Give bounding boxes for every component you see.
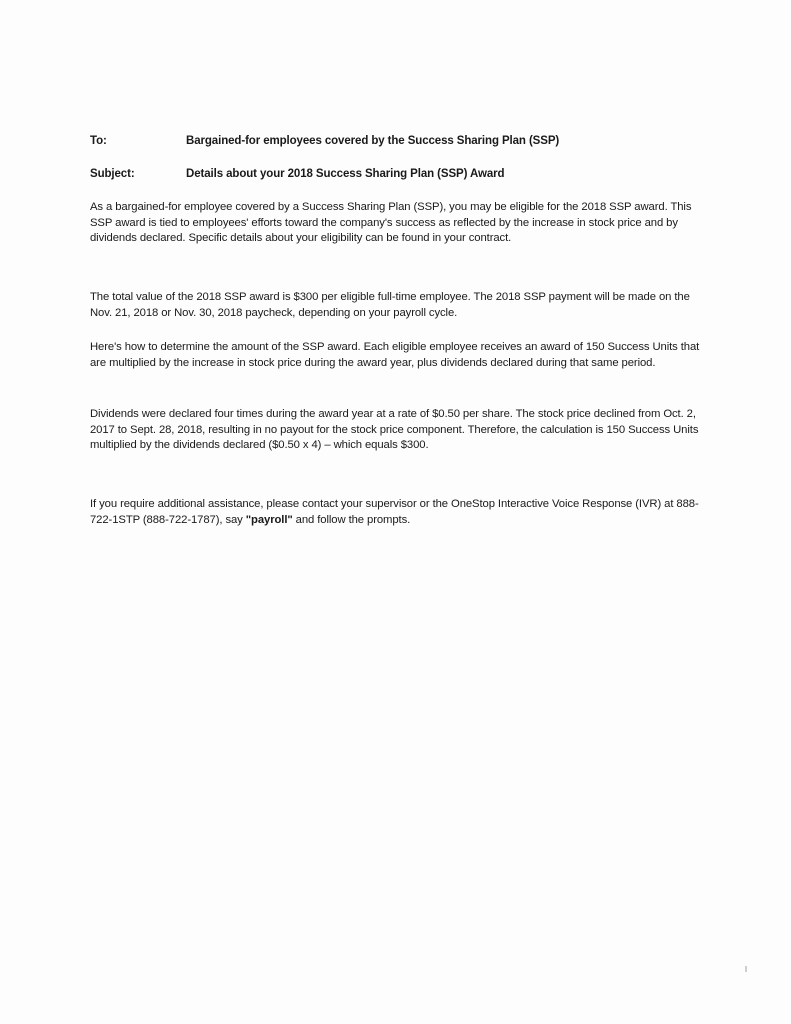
paragraph-assistance [90, 497, 710, 528]
paragraph-award-calculation: Here's how to determine the amount of the SSP award. Each eligible employee receives an award of 150 Success Units that are multiplied by the increase in stock price during the award year, plus dividends declared during that same period. [90, 341, 700, 369]
assistance-text-end: and follow the prompts. [292, 513, 411, 526]
assistance-text: If you require additional assistance, please contact your supervisor or the OneStop Interactive Voice Response (IVR) at 888-722-1STP (888-722-1787), say [90, 498, 699, 526]
memo-subject-row [90, 166, 730, 182]
payroll-keyword: "payroll" [245, 513, 293, 526]
subject-value: Details about your 2018 Success Sharing Plan (SSP) Award [186, 168, 505, 180]
paragraph-eligibility: As a bargained-for employee covered by a Success Sharing Plan (SSP), you may be eligible for the 2018 SSP award. This SSP award is tied to employees' efforts toward the company's success as reflected by the increase in stock price and by dividends declared. Specific details about your eligibility can be found in your contract. [90, 201, 692, 244]
scan-artifact [745, 966, 747, 972]
to-value: Bargained-for employees covered by the Success Sharing Plan (SSP) [186, 135, 560, 147]
to-label: To: [90, 135, 107, 147]
paragraph-dividends: Dividends were declared four times during the award year at a rate of $0.50 per share. The stock price declined from Oct. 2, 2017 to Sept. 28, 2018, resulting in no payout for the stock price component. Therefore, the calculation is 150 Success Units multiplied by the dividends declared ($0.50 x 4) – which equals $300. [90, 408, 699, 451]
subject-label: Subject: [90, 168, 135, 180]
paragraph-award-value: The total value of the 2018 SSP award is $300 per eligible full-time employee. The 2018 SSP payment will be made on the Nov. 21, 2018 or Nov. 30, 2018 paycheck, depending on your payroll cycle. [90, 291, 690, 319]
memo-to-row [90, 133, 730, 149]
